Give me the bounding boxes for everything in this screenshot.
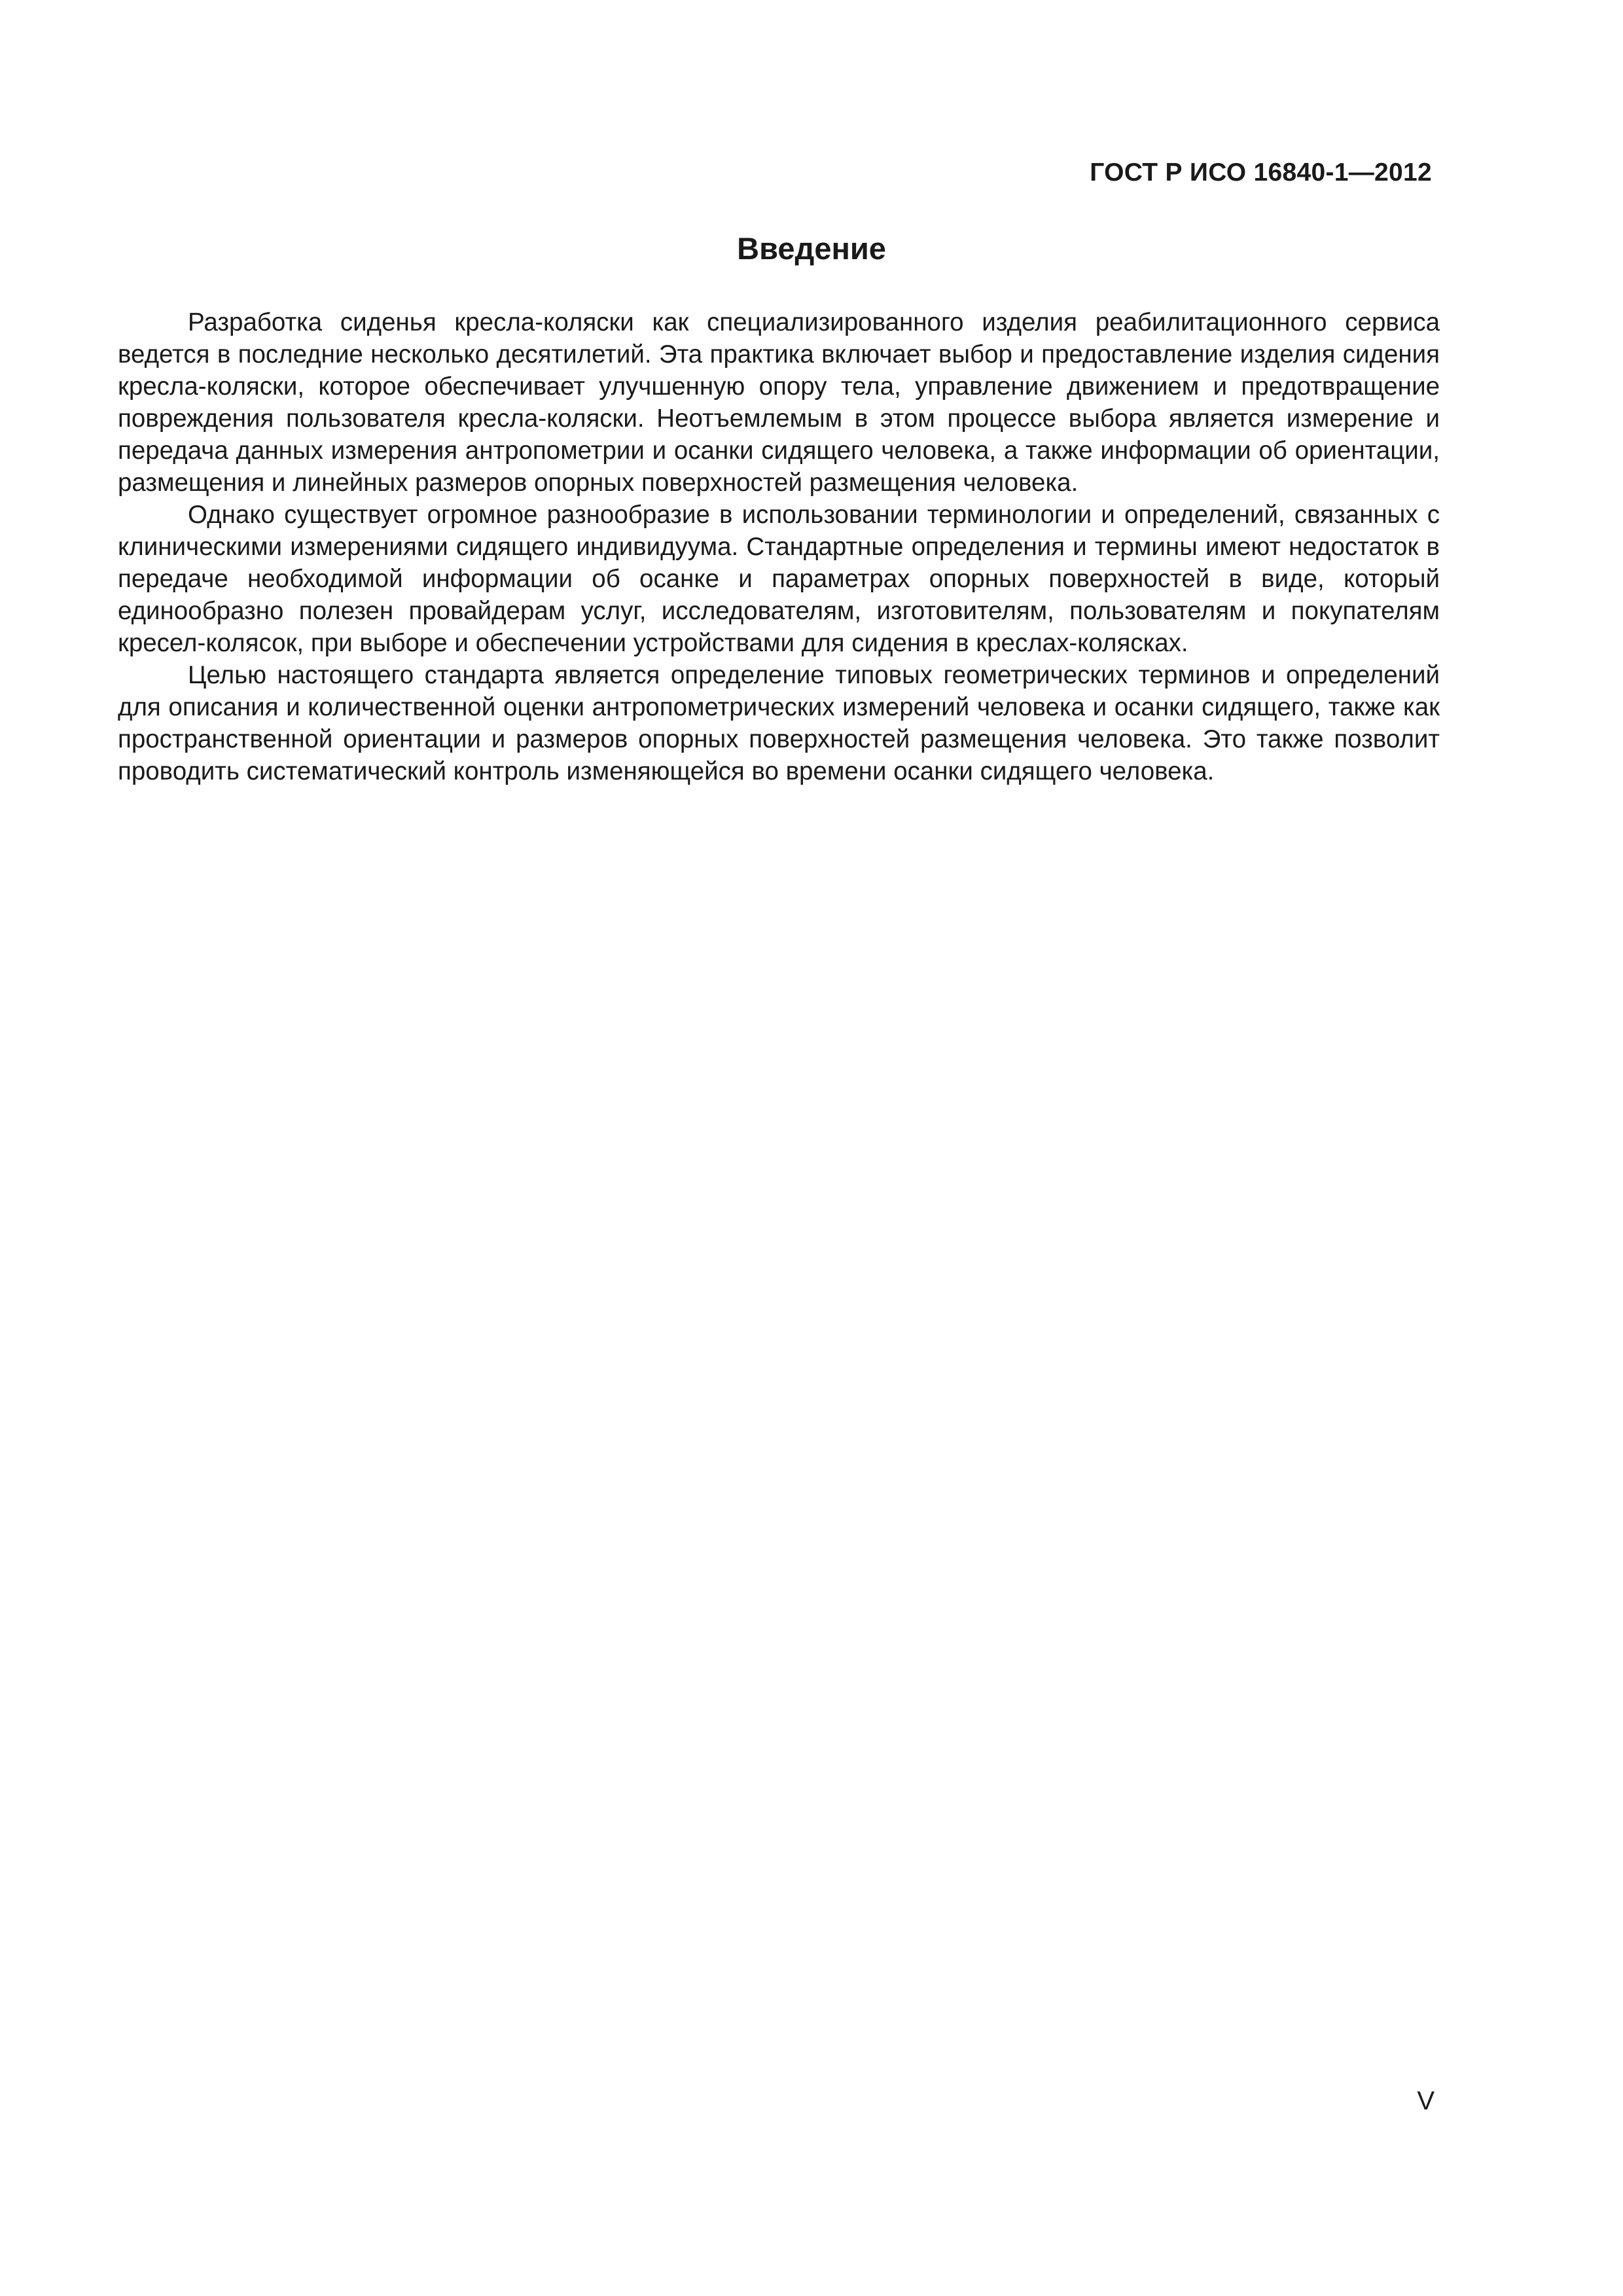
section-title: Введение (737, 231, 886, 266)
body-text (118, 306, 1440, 787)
paragraph-2: Однако существует огромное разнообразие в использовании терминологии и определений, связанных с клиническими измерениями сидящего индивидуума. Стандартные определения и термины имеют недостаток в передаче необходимой информации об осанке и параметрах опорных поверхностей в виде, который единообразно полезен провайдерам услуг, исследователям, изготовителям, пользователям и покупателям кресел-колясок, при выборе и обеспечении устройствами для сидения в креслах-колясках. (118, 501, 1440, 657)
paragraph-3: Целью настоящего стандарта является определение типовых геометрических терминов и определений для описания и количественной оценки антропометрических измерений человека и осанки сидящего, также как пространственной ориентации и размеров опорных поверхностей размещения человека. Это также позволит проводить систематический контроль изменяющейся во времени осанки сидящего человека. (118, 661, 1440, 785)
page-number: V (1417, 2087, 1435, 2115)
document-standard-id: ГОСТ Р ИСО 16840-1—2012 (1090, 158, 1432, 187)
paragraph-1: Разработка сиденья кресла-коляски как специализированного изделия реабилитационного сервиса ведется в последние несколько десятилетий. Эта практика включает выбор и предоставление изделия сидения кресла-коляски, которое обеспечивает улучшенную опору тела, управление движением и предотвращение повреждения пользователя кресла-коляски. Неотъемлемым в этом процессе выбора является измерение и передача данных измерения антропометрии и осанки сидящего человека, а также информации об ориентации, размещения и линейных размеров опорных поверхностей размещения человека. (118, 308, 1440, 497)
